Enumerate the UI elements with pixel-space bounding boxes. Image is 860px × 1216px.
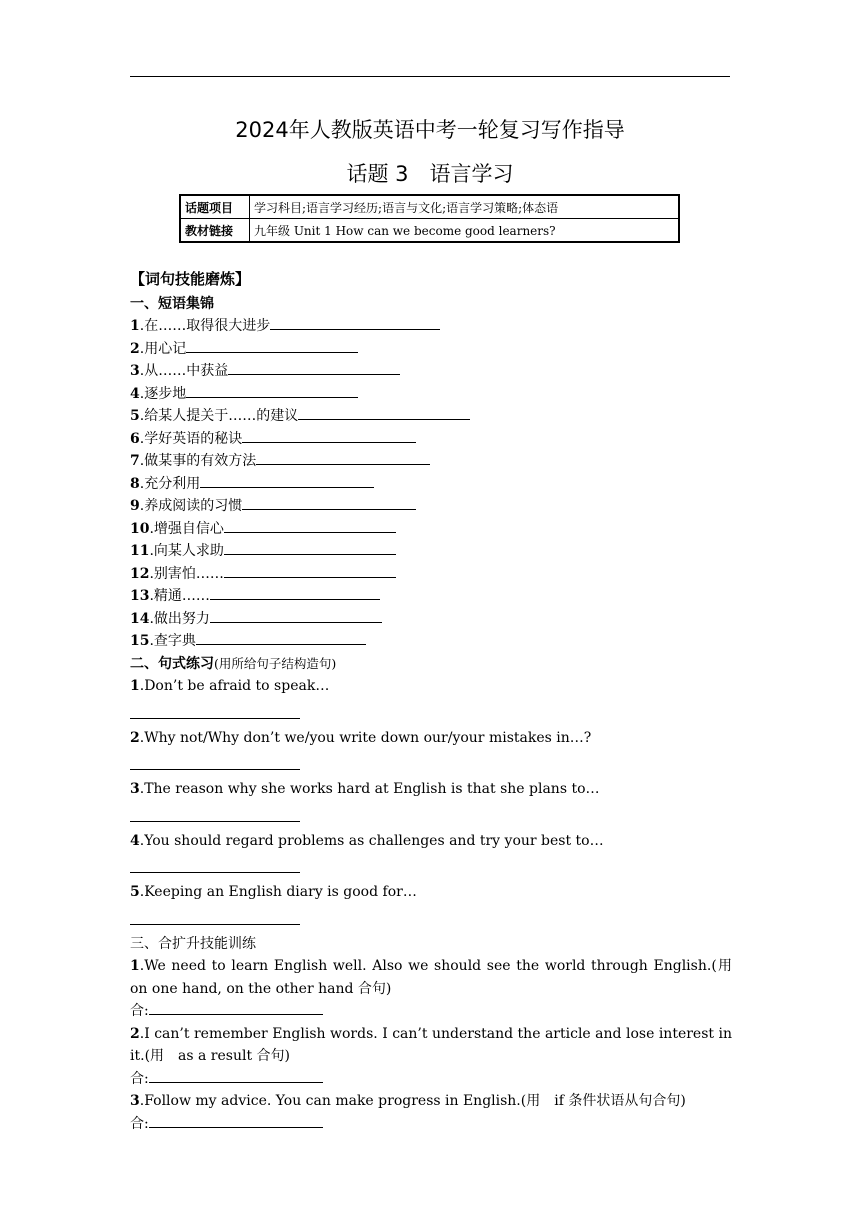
item-number: 6 xyxy=(130,430,140,447)
answer-blank[interactable] xyxy=(210,608,382,623)
item-text: .给某人提关于……的建议 xyxy=(139,408,299,424)
answer-blank[interactable] xyxy=(196,630,366,645)
item-text: .做出努力 xyxy=(149,610,210,627)
phrase-list xyxy=(130,315,732,653)
item-text: .在……取得很大进步 xyxy=(139,318,271,334)
item-number: 1 xyxy=(130,958,140,974)
list-item xyxy=(130,450,732,473)
list-item xyxy=(130,315,732,338)
answer-blank[interactable] xyxy=(149,1000,323,1015)
answer-line xyxy=(130,1000,732,1023)
item-number: 2 xyxy=(130,729,140,746)
answer-blank[interactable] xyxy=(130,858,300,873)
item-number: 2 xyxy=(130,1025,140,1042)
item-text: .充分利用 xyxy=(139,475,201,492)
answer-label: 合: xyxy=(130,1115,149,1132)
list-item xyxy=(130,428,732,451)
item-text: .别害怕…… xyxy=(149,565,224,582)
list-item xyxy=(130,1090,732,1113)
item-text: .查字典 xyxy=(149,633,196,649)
item-number: 3 xyxy=(130,781,140,797)
answer-blank[interactable] xyxy=(186,338,358,353)
answer-blank[interactable] xyxy=(298,405,470,420)
combine-list xyxy=(130,955,746,1135)
list-item xyxy=(130,360,732,383)
list-item xyxy=(130,518,732,541)
item-number: 5 xyxy=(130,884,140,900)
item-text: .精通…… xyxy=(149,588,210,604)
item-text: .逐步地 xyxy=(139,385,187,402)
item-number: 4 xyxy=(130,385,140,402)
item-number: 11 xyxy=(130,543,150,559)
answer-blank[interactable] xyxy=(224,518,396,533)
item-number: 8 xyxy=(130,475,140,492)
item-text: .Keeping an English diary is good for… xyxy=(139,884,417,900)
list-item xyxy=(130,830,732,853)
item-number: 1 xyxy=(130,678,140,694)
item-number: 4 xyxy=(130,832,140,849)
list-item xyxy=(130,630,732,653)
item-instruction: (用 on one hand, on the other hand 合句) xyxy=(130,958,746,997)
answer-blank[interactable] xyxy=(224,540,396,555)
part2-heading: 二、句式练习 xyxy=(130,655,214,672)
document-title: 2024年人教版英语中考一轮复习写作指导 xyxy=(235,118,625,142)
table-value: 学习科目;语言学习经历;语言与文化;语言学习策略;体态语 xyxy=(250,195,680,219)
topic-info-table xyxy=(179,194,680,243)
item-text: .向某人求助 xyxy=(149,543,224,559)
item-text: .We need to learn English well. Also we should see the world through English. xyxy=(139,958,712,974)
item-text: .用心记 xyxy=(139,340,187,357)
answer-blank[interactable] xyxy=(149,1113,323,1128)
item-number: 3 xyxy=(130,363,140,379)
exercise-content xyxy=(130,268,746,1135)
list-item xyxy=(130,955,746,1000)
item-text: .养成阅读的习惯 xyxy=(139,498,243,514)
answer-blank[interactable] xyxy=(242,428,416,443)
topic-subtitle: 话题 3 语言学习 xyxy=(346,162,514,186)
item-text: .Why not/Why don’t we/you write down our/your mistakes in…? xyxy=(139,729,592,746)
answer-blank[interactable] xyxy=(130,910,300,925)
list-item xyxy=(130,563,732,586)
list-item xyxy=(130,383,732,406)
table-key: 话题项目 xyxy=(180,195,250,219)
list-item xyxy=(130,585,732,608)
list-item xyxy=(130,1023,732,1068)
item-instruction: (用 if 条件状语从句合句) xyxy=(520,1093,686,1109)
part2-note: (用所给句子结构造句) xyxy=(214,655,337,671)
answer-blank[interactable] xyxy=(200,473,374,488)
list-item xyxy=(130,727,732,750)
list-item xyxy=(130,473,732,496)
item-text: .Follow my advice. You can make progress in English. xyxy=(139,1093,521,1109)
item-text: .I can’t remember English words. I can’t understand the article and lose interest in it. xyxy=(130,1025,732,1064)
answer-line xyxy=(130,1068,732,1091)
list-item xyxy=(130,540,732,563)
item-text: .做某事的有效方法 xyxy=(139,453,257,469)
answer-label: 合: xyxy=(130,1003,149,1019)
answer-blank[interactable] xyxy=(149,1068,323,1083)
item-number: 10 xyxy=(130,520,150,537)
list-item xyxy=(130,675,732,698)
item-instruction: (用 as a result 合句) xyxy=(144,1048,290,1064)
item-number: 7 xyxy=(130,453,140,469)
list-item xyxy=(130,881,732,904)
item-text: .增强自信心 xyxy=(149,520,224,537)
part1-heading: 一、短语集锦 xyxy=(130,295,214,312)
answer-blank[interactable] xyxy=(242,495,416,510)
item-text: .学好英语的秘诀 xyxy=(139,430,243,447)
table-value: 九年级 Unit 1 How can we become good learners? xyxy=(250,219,680,243)
answer-blank[interactable] xyxy=(224,563,396,578)
answer-label: 合: xyxy=(130,1070,149,1087)
item-number: 14 xyxy=(130,610,150,627)
answer-blank[interactable] xyxy=(256,450,430,465)
table-row xyxy=(180,219,679,243)
section-heading: 【词句技能磨炼】 xyxy=(130,270,251,288)
answer-blank[interactable] xyxy=(130,807,300,822)
table-row xyxy=(180,195,679,219)
answer-blank[interactable] xyxy=(210,585,380,600)
answer-blank[interactable] xyxy=(228,360,400,375)
item-number: 13 xyxy=(130,588,150,604)
answer-blank[interactable] xyxy=(270,315,440,330)
list-item xyxy=(130,778,732,801)
item-text: .从……中获益 xyxy=(139,363,229,379)
list-item xyxy=(130,338,732,361)
list-item xyxy=(130,405,732,428)
item-number: 15 xyxy=(130,633,150,649)
answer-blank[interactable] xyxy=(130,755,300,770)
part2-heading-line xyxy=(130,653,732,676)
item-number: 5 xyxy=(130,408,140,424)
item-text: .The reason why she works hard at English is that she plans to… xyxy=(139,781,600,797)
item-number: 9 xyxy=(130,498,140,514)
item-text: .You should regard problems as challenges and try your best to… xyxy=(139,832,604,849)
item-number: 3 xyxy=(130,1093,140,1109)
part3-heading: 三、合扩升技能训练 xyxy=(130,935,256,952)
header-rule xyxy=(130,76,730,77)
item-text: .Don’t be afraid to speak… xyxy=(139,678,330,694)
item-number: 12 xyxy=(130,565,150,582)
table-key: 教材链接 xyxy=(180,219,250,243)
list-item xyxy=(130,608,732,631)
list-item xyxy=(130,495,732,518)
answer-line xyxy=(130,1113,732,1136)
answer-blank[interactable] xyxy=(130,704,300,719)
answer-blank[interactable] xyxy=(186,383,358,398)
item-number: 2 xyxy=(130,340,140,357)
item-number: 1 xyxy=(130,318,140,334)
sentence-list xyxy=(130,675,732,925)
